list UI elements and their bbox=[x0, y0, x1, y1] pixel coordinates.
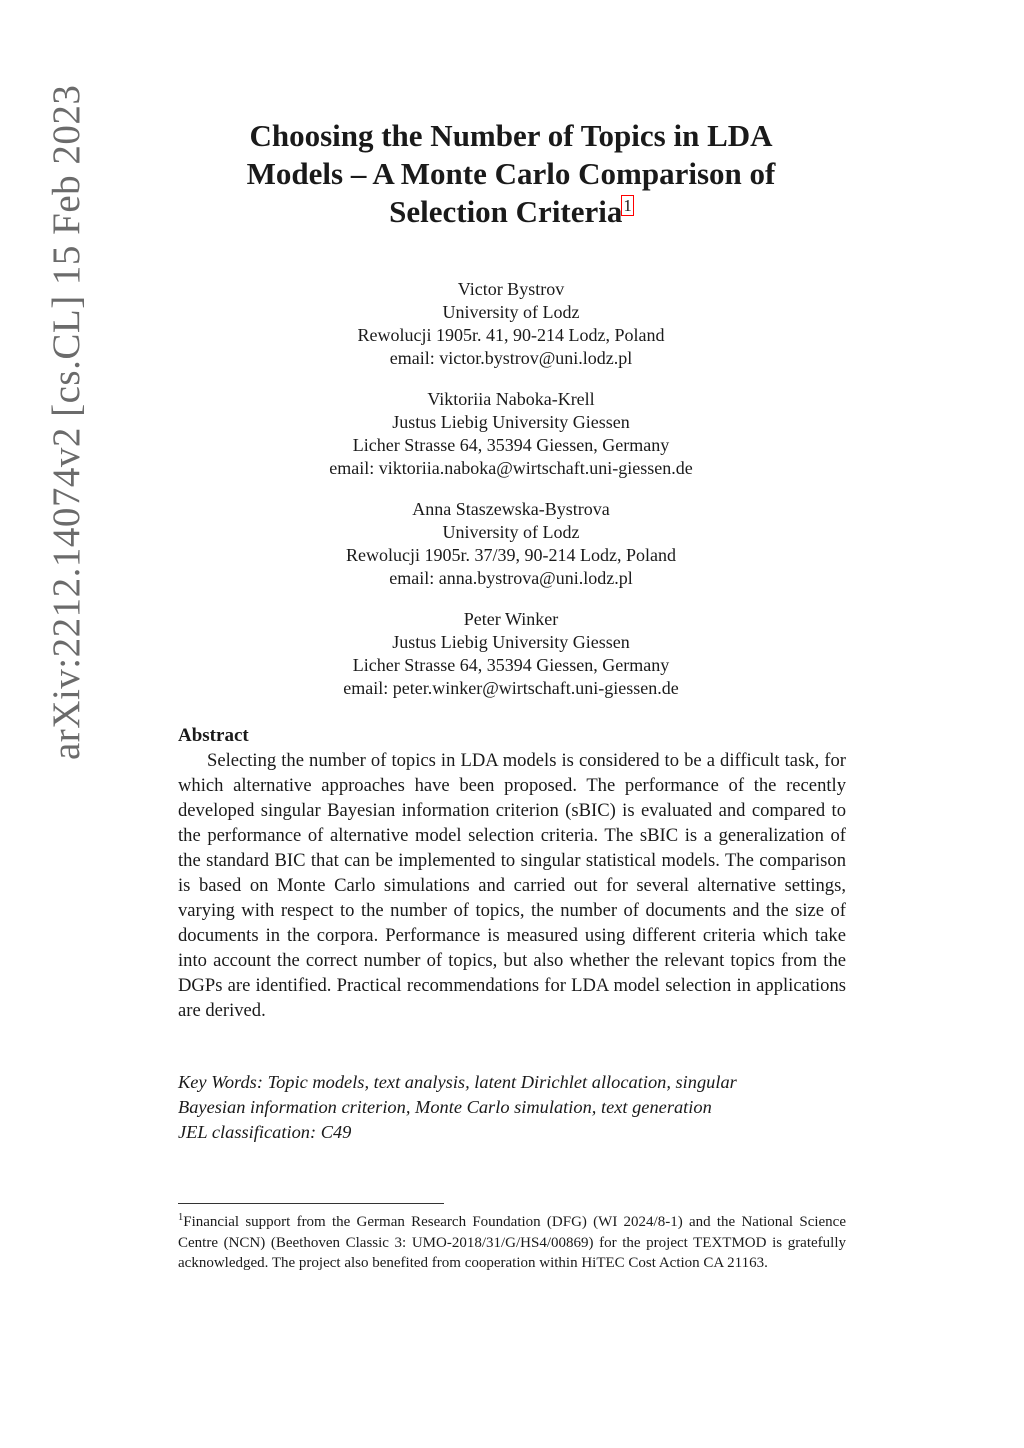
author-block-3 bbox=[176, 498, 846, 590]
footnote-divider bbox=[178, 1203, 444, 1204]
title-line-2: Models – A Monte Carlo Comparison of bbox=[246, 156, 776, 191]
footnote bbox=[178, 1208, 846, 1274]
author-email: email: anna.bystrova@uni.lodz.pl bbox=[389, 568, 633, 588]
abstract-heading: Abstract bbox=[178, 725, 249, 746]
title-line-1: Choosing the Number of Topics in LDA bbox=[249, 118, 773, 153]
author-address: Licher Strasse 64, 35394 Giessen, Germany bbox=[352, 435, 670, 455]
author-email: email: peter.winker@wirtschaft.uni-giessen.de bbox=[343, 678, 679, 698]
author-address: Rewolucji 1905r. 37/39, 90-214 Lodz, Poland bbox=[346, 545, 676, 565]
author-address: Licher Strasse 64, 35394 Giessen, Germany bbox=[352, 655, 670, 675]
author-affiliation: Justus Liebig University Giessen bbox=[392, 632, 630, 652]
arxiv-identifier: arXiv:2212.14074v2 [cs.CL] 15 Feb 2023 bbox=[45, 84, 88, 760]
author-email: email: victor.bystrov@uni.lodz.pl bbox=[389, 348, 633, 368]
keywords-line-2: Bayesian information criterion, Monte Carlo simulation, text generation bbox=[178, 1097, 712, 1117]
author-email: email: viktoriia.naboka@wirtschaft.uni-giessen.de bbox=[329, 458, 693, 478]
author-affiliation: University of Lodz bbox=[442, 302, 580, 322]
paper-title bbox=[176, 117, 846, 231]
author-affiliation: University of Lodz bbox=[442, 522, 580, 542]
keywords-line-1: Key Words: Topic models, text analysis, latent Dirichlet allocation, singular bbox=[178, 1072, 737, 1092]
author-name: Viktoriia Naboka-Krell bbox=[427, 389, 595, 409]
abstract-text: Selecting the number of topics in LDA models is considered to be a difficult task, for which alternative approaches have been proposed. The performance of the recently developed singular Bayesian information criterion (sBIC) is evaluated and compared to the performance of alternative model selection criteria. The sBIC is a generalization of the standard BIC that can be implemented to singular statistical models. The comparison is based on Monte Carlo simulations and carried out for several alternative settings, varying with respect to the number of topics, the number of documents and the size of documents in the corpora. Performance is measured using different criteria which take into account the correct number of topics, but also whether the relevant topics from the DGPs are identified. Practical recommendations for LDA model selection in applications are derived. bbox=[178, 750, 846, 1021]
author-block-4 bbox=[176, 608, 846, 700]
title-line-3 bbox=[176, 193, 846, 231]
author-name: Victor Bystrov bbox=[457, 279, 565, 299]
author-affiliation: Justus Liebig University Giessen bbox=[392, 412, 630, 432]
author-block-1 bbox=[176, 278, 846, 370]
jel-classification: JEL classification: C49 bbox=[178, 1122, 352, 1142]
footnote-mark: 1 bbox=[178, 1212, 184, 1223]
author-address: Rewolucji 1905r. 41, 90-214 Lodz, Poland bbox=[357, 325, 665, 345]
author-list bbox=[176, 278, 846, 718]
author-name: Anna Staszewska-Bystrova bbox=[412, 499, 610, 519]
author-block-2 bbox=[176, 388, 846, 480]
footnote-text: Financial support from the German Research Foundation (DFG) (WI 2024/8-1) and the National Science Centre (NCN) (Beethoven Classic 3: UMO-2018/31/G/HS4/00869) for the project TEXTMOD is gratefully acknowledged. The project also benefited from cooperation within HiTEC Cost Action CA 21163. bbox=[178, 1214, 846, 1271]
abstract-section bbox=[178, 723, 846, 1023]
title-footnote-link[interactable]: 1 bbox=[623, 195, 632, 215]
keywords-section bbox=[178, 1070, 858, 1145]
title-line-3-text: Selection Criteria bbox=[389, 194, 623, 229]
author-name: Peter Winker bbox=[463, 609, 559, 629]
